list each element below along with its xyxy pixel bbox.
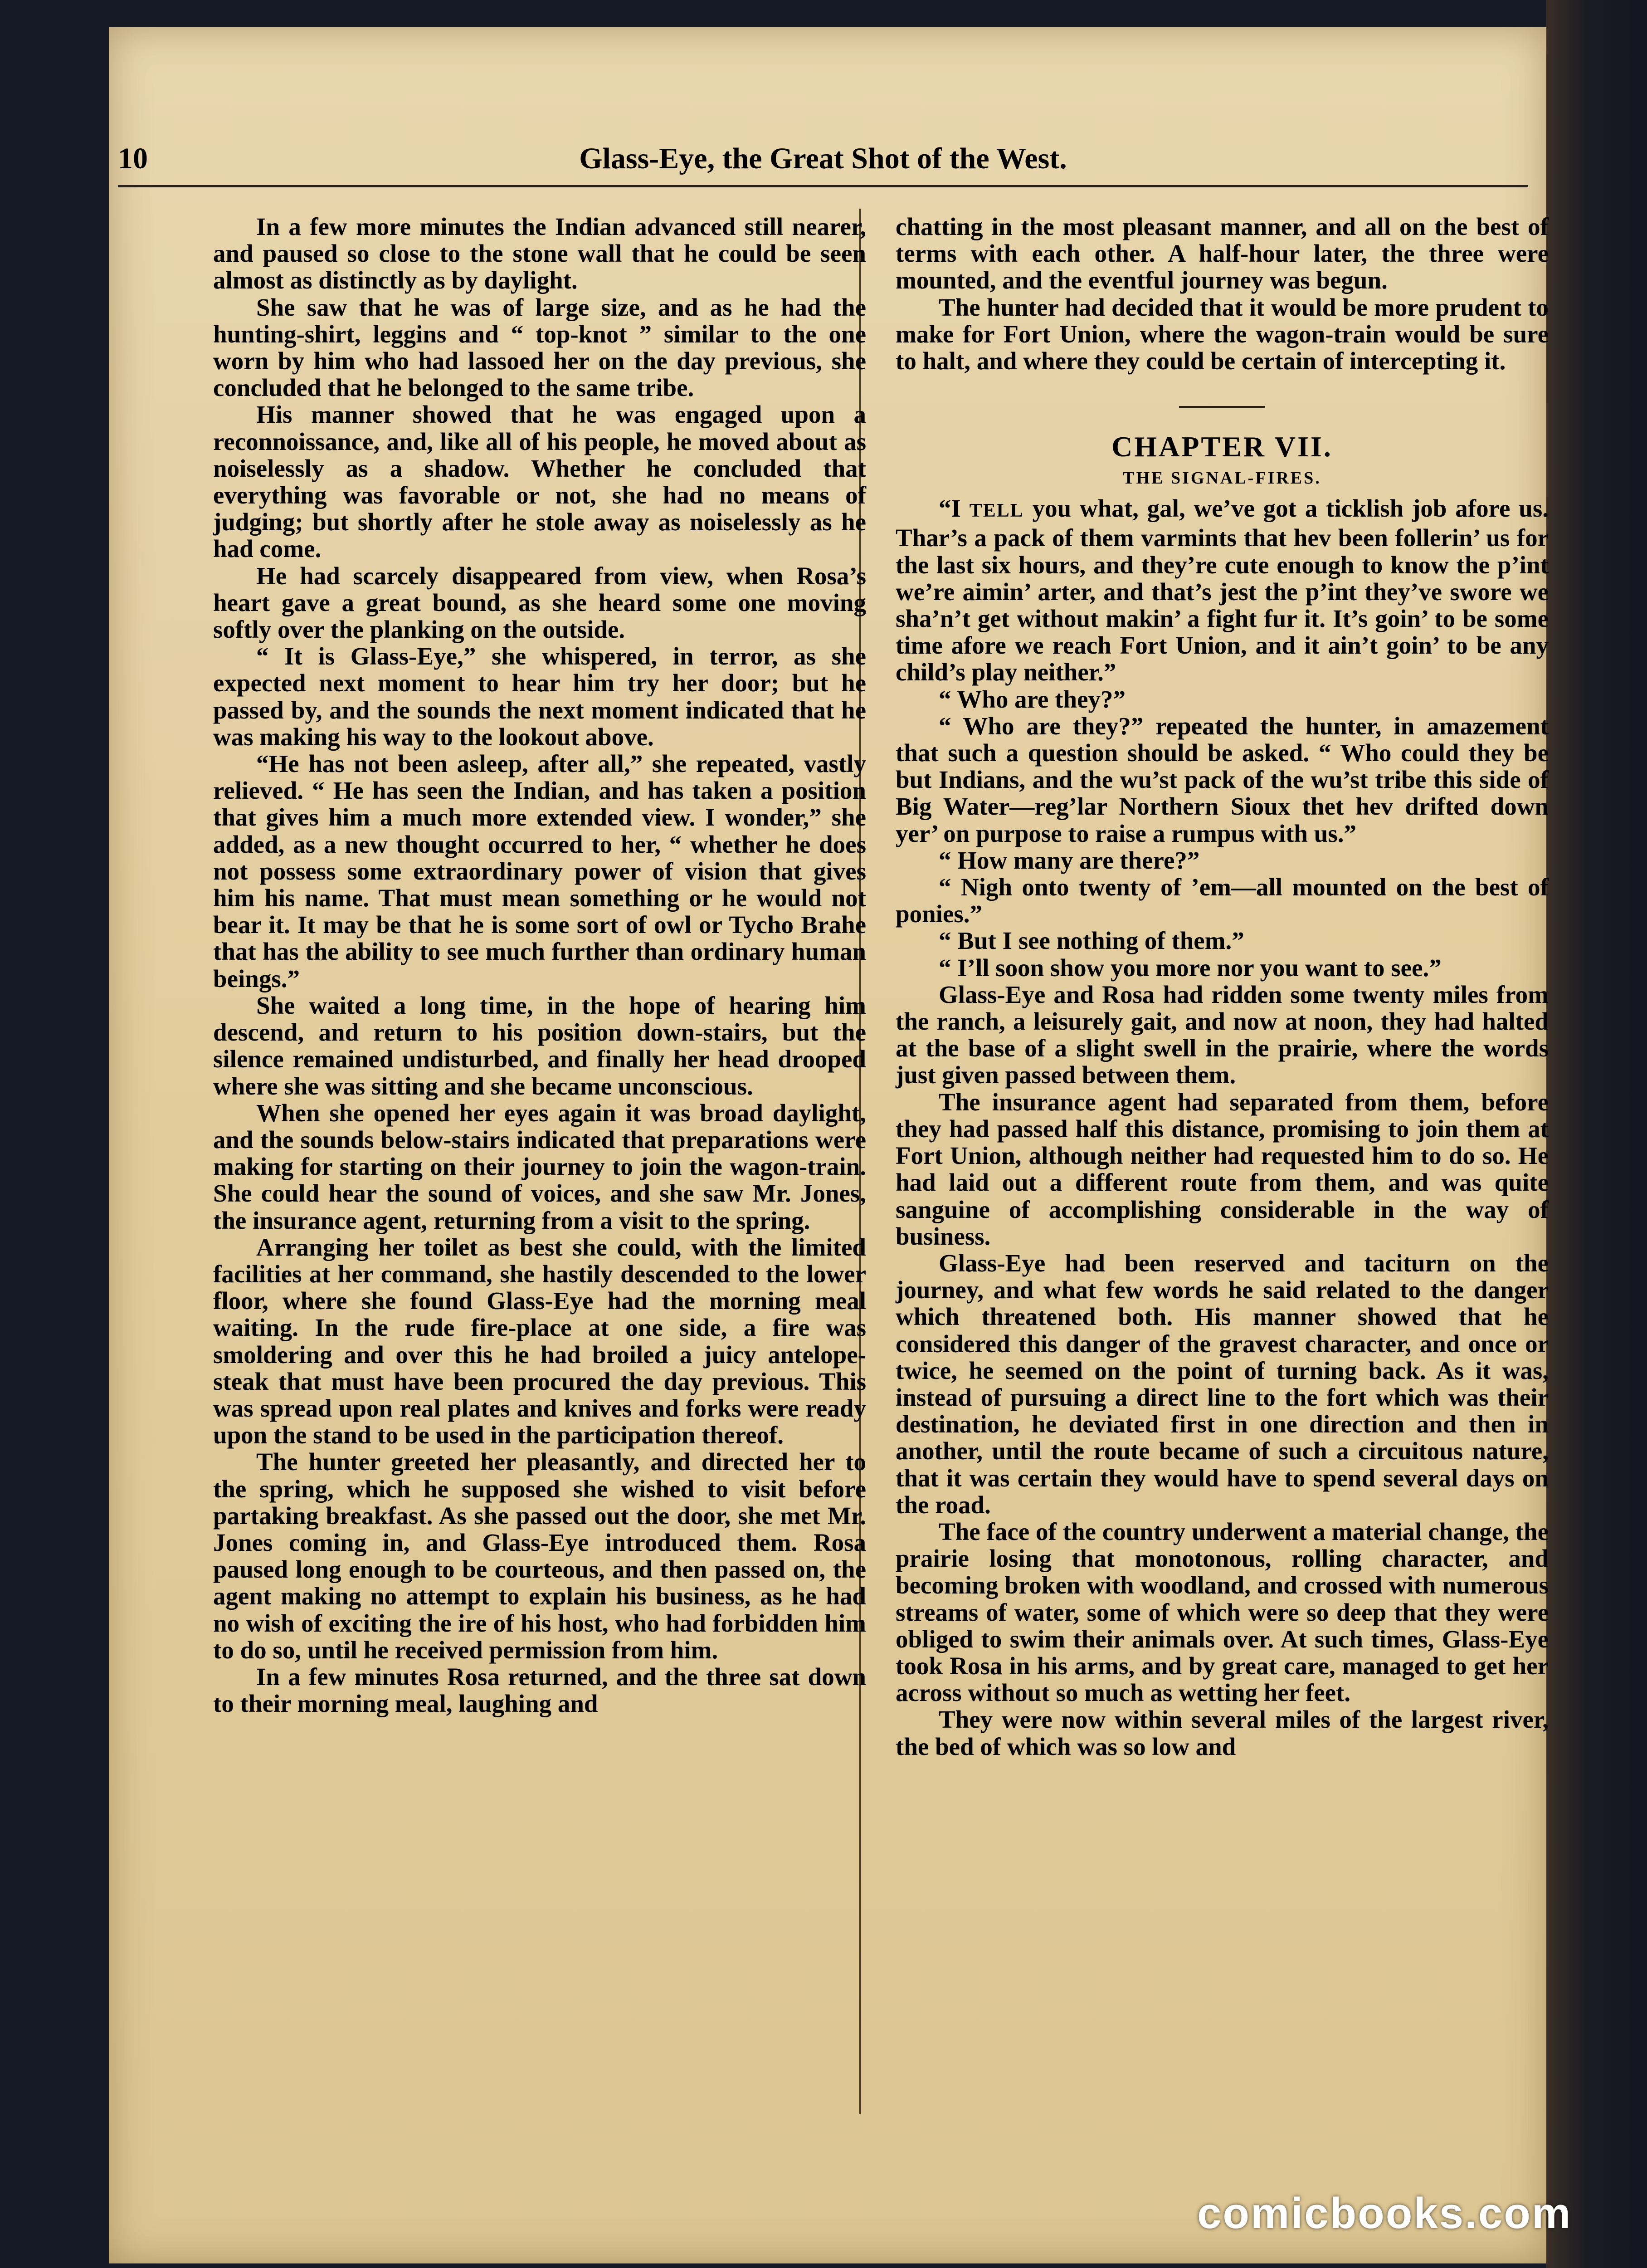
page-header-title: Glass-Eye, the Great Shot of the West.: [579, 142, 1067, 175]
paragraph: In a few more minutes the Indian advanced still nearer, and paused so close to the stone wall that he could be seen almost as distinctly as by daylight.: [213, 213, 866, 294]
chapter-title: CHAPTER VII.: [1111, 430, 1333, 463]
paragraph: His manner showed that he was engaged upon a reconnoissance, and, like all of his people, he moved about as noiselessly as a shadow. Whether he concluded that everything was favorable or not, she had no means of judging; but shortly after he stole away as noiselessly as he had come.: [213, 401, 866, 563]
dark-edge-strip: [1546, 0, 1647, 2268]
paragraph: “ How many are there?”: [939, 846, 1200, 874]
paragraph: Arranging her toilet as best she could, with the limited facilities at her command, she hastily descended to the lower floor, where she found Glass-Eye had the morning meal waiting. In the rude fire-place at one side, a fire was smoldering and over this he had broiled a juicy antelope-steak that must have been procured the day previous. This was spread upon real plates and knives and forks were ready upon the stand to be used in the participation thereof.: [213, 1233, 866, 1449]
left-column: [213, 213, 866, 1717]
paragraph: Glass-Eye and Rosa had ridden some twenty miles from the ranch, a leisurely gait, and now at noon, they had halted at the base of a slight swell in the prairie, where the words just given passed between them.: [896, 980, 1549, 1089]
page-number: 10: [118, 142, 148, 175]
paragraph: The insurance agent had separated from them, before they had passed half this distance, promising to join them at Fort Union, although neither had requested him to do so. He had laid out a different route from them, and was quite sanguine of accomplishing considerable in the way of business.: [896, 1088, 1549, 1250]
paragraph: The hunter greeted her pleasantly, and directed her to the spring, which he supposed she wished to visit before partaking breakfast. As she passed out the door, she met Mr. Jones coming in, and Glass-Eye introduced them. Rosa paused long enough to be courteous, and then passed on, the agent making no attempt to explain his business, as he had no wish of exciting the ire of his host, who had forbidden him to do so, until he received permission from him.: [213, 1448, 866, 1664]
chapter-opening-paragraph: [896, 495, 1549, 685]
paragraph: “He has not been asleep, after all,” she repeated, vastly relieved. “ He has seen the Indian, and has taken a position that gives him a much more extended view. I wonder,” she added, as a new thought occurred to her, “ whether he does not possess some extraordinary power of vision that gives him his name. That must mean something or he would not bear it. It may be that he is some sort of owl or Tycho Brahe that has the ability to see much further than ordinary human beings.”: [213, 750, 866, 992]
paragraph: “ Who are they?” repeated the hunter, in amazement that such a question should be asked. “ Who could they be but Indians, and the wu’st pack of the wu’st tribe this side of Big Water—reg’lar Northern Sioux thet hev drifted down yer’ on purpose to raise a rumpus with us.”: [896, 712, 1549, 847]
paragraph: In a few minutes Rosa returned, and the three sat down to their morning meal, laughing and: [213, 1662, 866, 1718]
chapter-subtitle: THE SIGNAL-FIRES.: [1123, 469, 1321, 488]
paragraph: She saw that he was of large size, and as he had the hunting-shirt, leggins and “ top-knot ” similar to the one worn by him who had lassoed her on the day previous, she concluded that he belonged to the same tribe.: [213, 293, 866, 402]
site-watermark: comicbooks.com: [1197, 2189, 1572, 2238]
paragraph: Glass-Eye had been reserved and taciturn on the journey, and what few words he said related to the danger which threatened both. His manner showed that he considered this danger of the gravest character, and once or twice, he seemed on the point of turning back. As it was, instead of pursuing a direct line to the fort which was their destination, he deviated first in one direction and then in another, until the route became of such a circuitous nature, that it was certain they would have to spend several days on the road.: [896, 1249, 1549, 1519]
paragraph: The hunter had decided that it would be more prudent to make for Fort Union, where the wagon-train would be sure to halt, and where they could be certain of intercepting it.: [896, 293, 1549, 375]
paragraph: “ But I see nothing of them.”: [939, 927, 1244, 955]
running-head: [118, 136, 1528, 181]
header-rule: [118, 185, 1528, 187]
opening-small-caps: TELL: [969, 500, 1024, 522]
paragraph: The face of the country underwent a material change, the prairie losing that monotonous, rolling character, and becoming broken with woodland, and crossed with numerous streams of water, some of which were so deep that they were obliged to swim their animals over. At such times, Glass-Eye took Rosa in his arms, and by great care, managed to get her across without so much as wetting her feet.: [896, 1517, 1549, 1707]
opening-rest: you what, gal, we’ve got a ticklish job afore us. Thar’s a pack of them varmints that hev been follerin’ us for the last six hours, and they’re cute enough to know the p’int we’re aimin’ arter, and that’s jest the p’int they’ve swore we sha’n’t get without makin’ a fight fur it. It’s goin’ to be some time afore we reach Fort Union, and it ain’t goin’ to be any child’s play neither.”: [896, 494, 1549, 686]
paragraph: He had scarcely disappeared from view, when Rosa’s heart gave a great bound, as she heard some one moving softly over the planking on the outside.: [213, 562, 866, 644]
paragraph: “ It is Glass-Eye,” she whispered, in terror, as she expected next moment to hear him try her door; but he passed by, and the sounds the next moment indicated that he was making his way to the lookout above.: [213, 642, 866, 751]
paragraph: When she opened her eyes again it was broad daylight, and the sounds below-stairs indicated that preparations were making for starting on their journey to join the wagon-train. She could hear the sound of voices, and she saw Mr. Jones, the insurance agent, returning from a visit to the spring.: [213, 1099, 866, 1234]
chapter-separator-rule: [1179, 406, 1265, 408]
paragraph: “ Who are they?”: [939, 685, 1126, 713]
right-column: [896, 213, 1549, 1760]
opening-lead: “I: [939, 494, 970, 523]
paragraph: “ Nigh onto twenty of ’em—all mounted on the best of ponies.”: [896, 873, 1549, 928]
paragraph: “ I’ll soon show you more nor you want to see.”: [939, 953, 1442, 982]
paragraph: They were now within several miles of the largest river, the bed of which was so low and: [896, 1706, 1549, 1760]
paragraph: She waited a long time, in the hope of hearing him descend, and return to his position down-stairs, but the silence remained undisturbed, and finally her head drooped where she was sitting and she became unconscious.: [213, 991, 866, 1100]
continued-paragraph: chatting in the most pleasant manner, and all on the best of terms with each other. A half-hour later, the three were mounted, and the eventful journey was begun.: [896, 213, 1549, 294]
